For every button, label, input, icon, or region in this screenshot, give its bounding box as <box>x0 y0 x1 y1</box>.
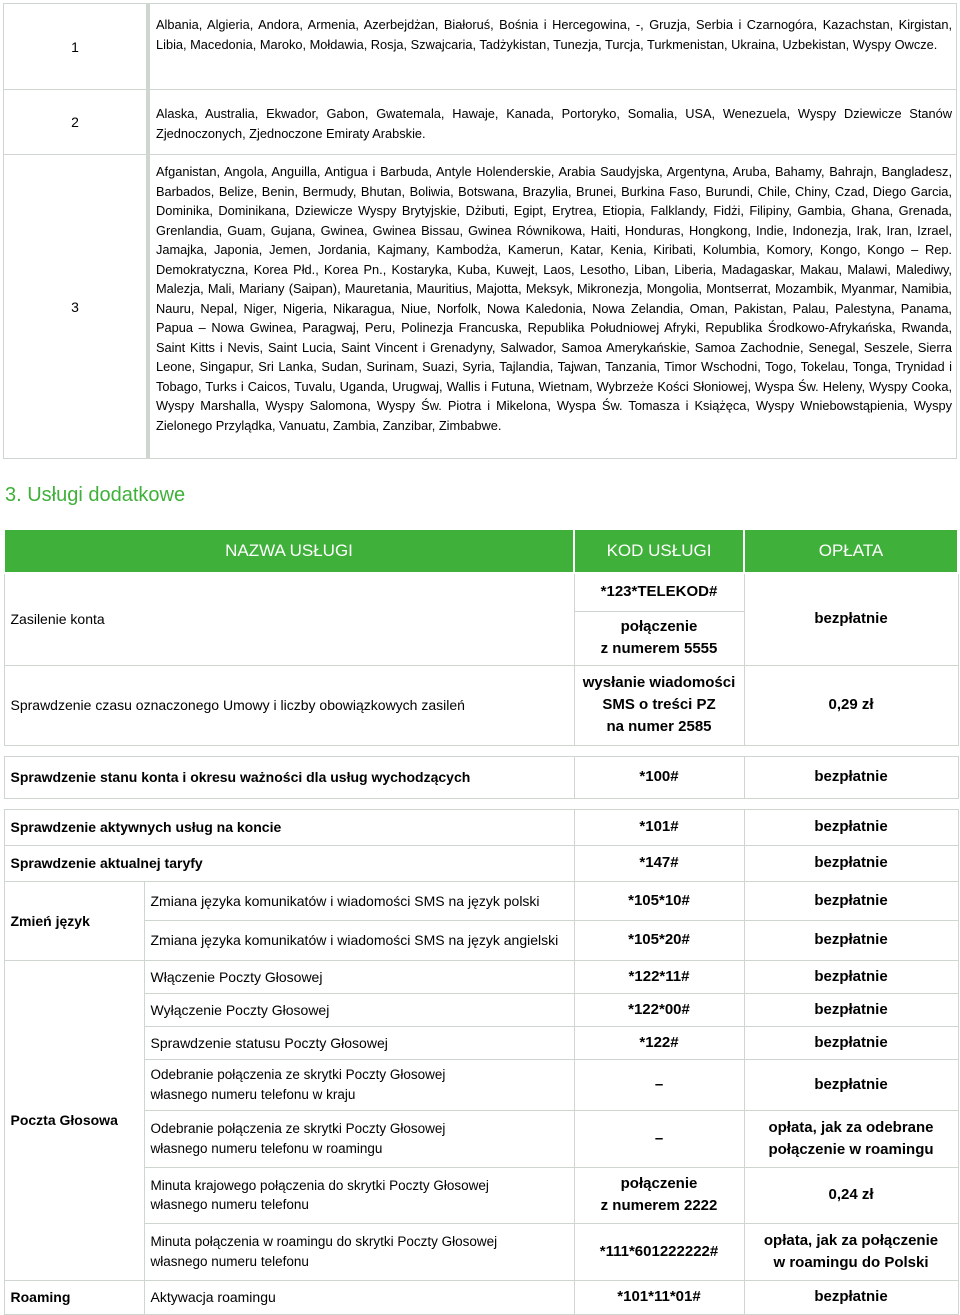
service-code <box>574 1167 744 1223</box>
service-code: *100# <box>574 756 744 798</box>
zone-row <box>4 4 957 90</box>
service-name: Włączenie Poczty Głosowej <box>144 960 574 993</box>
table-row <box>4 845 958 881</box>
service-name: Sprawdzenie czasu oznaczonego Umowy i liczby obowiązkowych zasileń <box>4 665 574 745</box>
service-code: *122*00# <box>574 993 744 1026</box>
service-name <box>144 1223 574 1280</box>
service-code: *105*10# <box>574 881 744 920</box>
table-row <box>4 1026 958 1059</box>
table-row <box>4 1167 958 1223</box>
service-code: *111*601222222# <box>574 1223 744 1280</box>
service-code: *105*20# <box>574 920 744 960</box>
service-price-line: opłata, jak za odebrane <box>768 1118 934 1136</box>
zone-countries: Alaska, Australia, Ekwador, Gabon, Gwatemala, Hawaje, Kanada, Portoryko, Somalia, USA, Wenezuela, Wyspy Dziewicze Stanów Zjednoczonych, Zjednoczone Emiraty Arabskie. <box>148 90 957 155</box>
zone-row <box>4 90 957 155</box>
group-label: Zmień język <box>4 881 144 960</box>
service-code: – <box>574 1110 744 1167</box>
service-name-line: własnego numeru telefonu w kraju <box>150 1086 356 1102</box>
service-code: *147# <box>574 845 744 881</box>
service-name <box>144 1110 574 1167</box>
service-price: bezpłatnie <box>744 1059 958 1110</box>
service-price: bezpłatnie <box>744 756 958 798</box>
zone-countries: Afganistan, Angola, Anguilla, Antigua i Barbuda, Antyle Holenderskie, Arabia Saudyjska, Argentyna, Aruba, Bahamy, Bahrajn, Bangladesz, Barbados, Belize, Benin, Bermudy, Bhutan, Boliwia, Botswana, Brazylia, Brunei, Burkina Faso, Burundi, Chile, Chiny, Czad, Diego Garcia, Dominika, Dominikana, Dziewicze Wyspy Brytyjskie, Dżibuti, Egipt, Erytrea, Etiopia, Falklandy, Fidżi, Filipiny, Gambia, Ghana, Grenada, Grenlandia, Guam, Gujana, Gwinea, Gwinea Bissau, Gwinea Równikowa, Haiti, Honduras, Hongkong, Indie, Indonezja, Irak, Iran, Izrael, Jamajka, Japonia, Jemen, Jordania, Kajmany, Kambodża, Kamerun, Katar, Kenia, Kiribati, Kolumbia, Komory, Kongo, Kongo – Rep. Demokratyczna, Korea Płd., Korea Pn., Kostaryka, Kuba, Kuwejt, Laos, Lesotho, Liban, Liberia, Madagaskar, Makau, Malawi, Malediwy, Malezja, Mali, Mariany (Saipan), Mauretania, Mauritius, Majotta, Meksyk, Mikronezja, Mongolia, Montserrat, Mozambik, Myanmar, Namibia, Nauru, Nepal, Niger, Nigeria, Nikaragua, Niue, Norfolk, Nowa Kaledonia, Nowa Zelandia, Oman, Pakistan, Palau, Palestyna, Panama, Papua – Nowa Gwinea, Paragwaj, Peru, Polinezja Francuska, Republika Południowej Afryki, Republika Środkowo-Afrykańska, Rwanda, Saint Kitts i Nevis, Saint Lucia, Saint Vincent i Grenadyny, Salwador, Samoa Amerykańskie, Samoa Zachodnie, Senegal, Seszele, Sierra Leone, Singapur, Sri Lanka, Sudan, Surinam, Suazi, Syria, Tajlandia, Tajwan, Tanzania, Timor Wschodni, Togo, Tokelau, Tonga, Trynidad i Tobago, Turks i Caicos, Tuvalu, Uganda, Urugwaj, Wallis i Futuna, Wietnam, Wybrzeże Kości Słoniowej, Wyspa Św. Heleny, Wyspy Cooka, Wyspy Marshalla, Wyspy Salomona, Wyspy Św. Piotra i Mikelona, Wyspa Św. Tomasza i Książęca, Wyspy Wniebowstąpienia, Wyspy Zielonego Przylądka, Vanuatu, Zambia, Zanzibar, Zimbabwe. <box>148 155 957 459</box>
zones-table <box>3 3 957 459</box>
service-name: Zmiana języka komunikatów i wiadomości SMS na język polski <box>144 881 574 920</box>
service-code <box>574 665 744 745</box>
service-name: Wyłączenie Poczty Głosowej <box>144 993 574 1026</box>
service-code: *101*11*01# <box>574 1280 744 1314</box>
header-code: KOD USŁUGI <box>574 529 744 573</box>
service-price: 0,24 zł <box>744 1167 958 1223</box>
table-row <box>4 756 958 798</box>
service-name-line: własnego numeru telefonu <box>150 1253 309 1269</box>
service-name: Sprawdzenie statusu Poczty Głosowej <box>144 1026 574 1059</box>
table-row <box>4 993 958 1026</box>
service-code-line: z numerem 5555 <box>600 640 718 657</box>
service-code <box>574 611 744 665</box>
service-name-line: Odebranie połączenia ze skrytki Poczty Głosowej <box>150 1067 446 1082</box>
service-name-line: własnego numeru telefonu <box>150 1197 309 1212</box>
service-price <box>744 1110 958 1167</box>
service-name: Zasilenie konta <box>4 573 574 665</box>
group-label: Poczta Głosowa <box>4 960 144 1280</box>
zone-number: 3 <box>4 155 149 459</box>
table-row <box>4 665 958 745</box>
service-price: bezpłatnie <box>744 993 958 1026</box>
zone-countries: Albania, Algieria, Andora, Armenia, Azerbejdżan, Białoruś, Bośnia i Hercegowina, -, Gruzja, Serbia i Czarnogóra, Kazachstan, Kirgistan, Libia, Macedonia, Maroko, Mołdawia, Rosja, Szwajcaria, Tadżykistan, Tunezja, Turcja, Turkmenistan, Ukraina, Uzbekistan, Wyspy Owcze. <box>148 4 957 90</box>
service-price: bezpłatnie <box>744 809 958 845</box>
service-name: Zmiana języka komunikatów i wiadomości SMS na język angielski <box>144 920 574 960</box>
services-table <box>3 528 959 1315</box>
service-price: bezpłatnie <box>744 573 958 665</box>
service-name: Sprawdzenie aktywnych usług na koncie <box>4 809 574 845</box>
service-price: bezpłatnie <box>744 1026 958 1059</box>
table-row <box>4 881 958 920</box>
table-row <box>4 1223 958 1280</box>
service-code: *101# <box>574 809 744 845</box>
service-price-line: opłata, jak za połączenie <box>763 1231 939 1249</box>
service-price <box>744 1223 958 1280</box>
service-price-line: połączenie w roamingu <box>768 1140 934 1158</box>
section-title: 3. Usługi dodatkowe <box>5 484 186 506</box>
service-price: bezpłatnie <box>744 845 958 881</box>
service-price: 0,29 zł <box>744 665 958 745</box>
service-code-line: SMS o treści PZ <box>602 696 716 713</box>
zone-number: 2 <box>4 90 149 155</box>
service-price: bezpłatnie <box>744 920 958 960</box>
table-row <box>4 1059 958 1110</box>
service-price: bezpłatnie <box>744 881 958 920</box>
service-code: *122*11# <box>574 960 744 993</box>
service-code-line: wysłanie wiadomości <box>582 674 736 691</box>
table-row <box>4 960 958 993</box>
service-code: *122# <box>574 1026 744 1059</box>
service-name-line: Odebranie połączenia ze skrytki Poczty Głosowej <box>150 1121 446 1136</box>
table-row <box>4 1110 958 1167</box>
service-price: bezpłatnie <box>744 960 958 993</box>
service-name <box>144 1167 574 1223</box>
service-name: Sprawdzenie stanu konta i okresu ważności dla usług wychodzących <box>4 756 574 798</box>
header-price: OPŁATA <box>744 529 958 573</box>
table-row <box>4 809 958 845</box>
zone-number: 1 <box>4 4 149 90</box>
service-code: – <box>574 1059 744 1110</box>
service-code-line: z numerem 2222 <box>600 1197 718 1214</box>
table-row <box>4 920 958 960</box>
table-row <box>4 573 958 611</box>
service-code-line: połączenie <box>620 618 698 635</box>
services-header <box>4 529 958 573</box>
service-name-line: Minuta krajowego połączenia do skrytki Poczty Głosowej <box>150 1177 489 1193</box>
service-name-line: własnego numeru telefonu w roamingu <box>150 1140 383 1156</box>
service-name-line: Minuta połączenia w roamingu do skrytki Poczty Głosowej <box>150 1234 498 1249</box>
zone-row <box>4 155 957 459</box>
service-name: Sprawdzenie aktualnej taryfy <box>4 845 574 881</box>
service-code: *123*TELEKOD# <box>574 573 744 611</box>
service-code-line: na numer 2585 <box>606 718 712 735</box>
service-name <box>144 1059 574 1110</box>
service-code-line: połączenie <box>620 1175 698 1192</box>
service-price: bezpłatnie <box>744 1280 958 1314</box>
service-price-line: w roamingu do Polski <box>773 1253 929 1271</box>
header-name: NAZWA USŁUGI <box>4 529 574 573</box>
group-label: Roaming <box>4 1280 144 1314</box>
service-name: Aktywacja roamingu <box>144 1280 574 1314</box>
table-row <box>4 1280 958 1314</box>
